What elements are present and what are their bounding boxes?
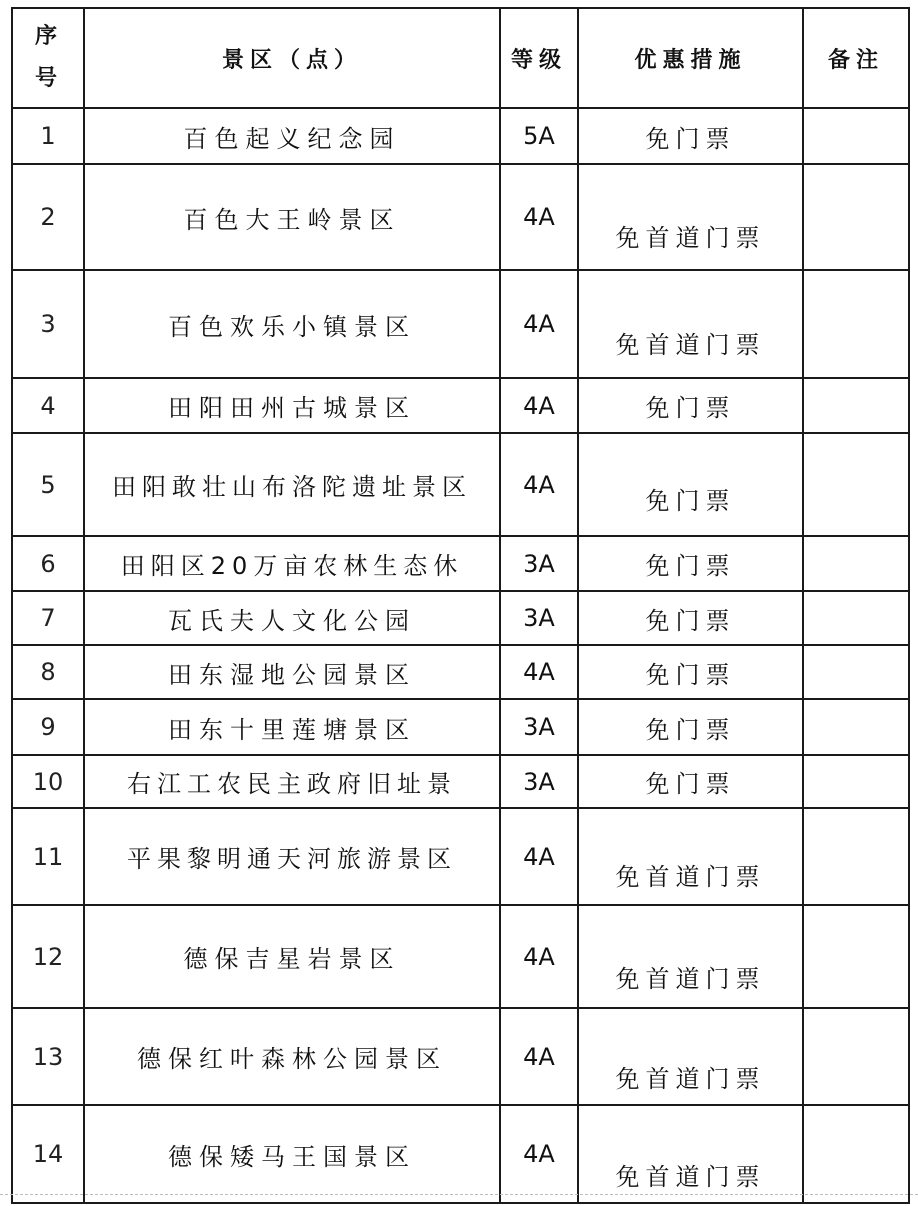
offer-measure: 免门票 xyxy=(578,108,803,164)
offer-measure: 免门票 xyxy=(578,755,803,808)
scenic-spot-name: 瓦氏夫人文化公园 xyxy=(84,591,500,645)
note-cell xyxy=(803,536,909,591)
row-number: 7 xyxy=(12,591,84,645)
scenic-spot-grade: 3A xyxy=(500,536,578,591)
row-number: 11 xyxy=(12,808,84,905)
note-cell xyxy=(803,108,909,164)
header-offer: 优惠措施 xyxy=(578,8,803,108)
offer-measure: 免首道门票 xyxy=(578,808,803,905)
row-number: 9 xyxy=(12,699,84,755)
scenic-spot-grade: 4A xyxy=(500,1008,578,1105)
scenic-spot-name: 田阳区20万亩农林生态休 xyxy=(84,536,500,591)
note-cell xyxy=(803,1105,909,1203)
table-row xyxy=(12,591,909,645)
scenic-spot-name: 德保矮马王国景区 xyxy=(84,1105,500,1203)
scenic-spot-name: 百色起义纪念园 xyxy=(84,108,500,164)
row-number: 14 xyxy=(12,1105,84,1203)
scenic-spot-grade: 3A xyxy=(500,591,578,645)
offer-measure: 免门票 xyxy=(578,378,803,433)
scenic-spot-grade: 4A xyxy=(500,164,578,270)
table-row xyxy=(12,645,909,699)
row-number: 3 xyxy=(12,270,84,378)
scenic-spot-grade: 4A xyxy=(500,433,578,536)
scenic-spot-grade: 4A xyxy=(500,270,578,378)
row-number: 4 xyxy=(12,378,84,433)
table-row xyxy=(12,1105,909,1203)
note-cell xyxy=(803,808,909,905)
scenic-spot-name: 田阳敢壮山布洛陀遗址景区 xyxy=(84,433,500,536)
note-cell xyxy=(803,378,909,433)
offer-measure: 免首道门票 xyxy=(578,164,803,270)
scenic-spot-name: 德保吉星岩景区 xyxy=(84,905,500,1008)
offer-measure: 免门票 xyxy=(578,536,803,591)
note-cell xyxy=(803,433,909,536)
scenic-spot-name: 田阳田州古城景区 xyxy=(84,378,500,433)
header-note: 备注 xyxy=(803,8,909,108)
note-cell xyxy=(803,1008,909,1105)
table-row xyxy=(12,905,909,1008)
table-row xyxy=(12,755,909,808)
offer-measure: 免首道门票 xyxy=(578,1008,803,1105)
scenic-spot-grade: 5A xyxy=(500,108,578,164)
scenic-spot-grade: 4A xyxy=(500,1105,578,1203)
scenic-spot-grade: 4A xyxy=(500,808,578,905)
note-cell xyxy=(803,591,909,645)
offer-measure: 免门票 xyxy=(578,433,803,536)
row-number: 6 xyxy=(12,536,84,591)
note-cell xyxy=(803,270,909,378)
offer-measure: 免门票 xyxy=(578,645,803,699)
row-number: 2 xyxy=(12,164,84,270)
table-row xyxy=(12,433,909,536)
table-row xyxy=(12,378,909,433)
table-row xyxy=(12,699,909,755)
table-row xyxy=(12,536,909,591)
row-number: 1 xyxy=(12,108,84,164)
offer-measure: 免首道门票 xyxy=(578,270,803,378)
row-number: 8 xyxy=(12,645,84,699)
header-scenic-spot: 景区（点） xyxy=(84,8,500,108)
offer-measure: 免首道门票 xyxy=(578,1105,803,1203)
header-serial-number xyxy=(12,8,84,108)
row-number: 5 xyxy=(12,433,84,536)
table-row xyxy=(12,270,909,378)
header-grade: 等级 xyxy=(500,8,578,108)
scenic-spot-grade: 4A xyxy=(500,905,578,1008)
scenic-spot-name: 平果黎明通天河旅游景区 xyxy=(84,808,500,905)
row-number: 13 xyxy=(12,1008,84,1105)
row-number: 10 xyxy=(12,755,84,808)
page-break-line xyxy=(0,1194,918,1195)
scenic-spot-grade: 4A xyxy=(500,378,578,433)
offer-measure: 免首道门票 xyxy=(578,905,803,1008)
note-cell xyxy=(803,755,909,808)
offer-measure: 免门票 xyxy=(578,699,803,755)
scenic-spots-table xyxy=(11,7,910,1204)
note-cell xyxy=(803,905,909,1008)
scenic-spot-name: 百色大王岭景区 xyxy=(84,164,500,270)
note-cell xyxy=(803,645,909,699)
table-row xyxy=(12,108,909,164)
table-row xyxy=(12,1008,909,1105)
scenic-spot-name: 田东十里莲塘景区 xyxy=(84,699,500,755)
header-row xyxy=(12,8,909,108)
scenic-spot-name: 右江工农民主政府旧址景 xyxy=(84,755,500,808)
table-row xyxy=(12,808,909,905)
header-serial-number-text: 序号 xyxy=(35,24,64,91)
note-cell xyxy=(803,164,909,270)
offer-measure: 免门票 xyxy=(578,591,803,645)
note-cell xyxy=(803,699,909,755)
scenic-spot-name: 百色欢乐小镇景区 xyxy=(84,270,500,378)
scenic-spot-grade: 3A xyxy=(500,699,578,755)
scenic-spot-grade: 4A xyxy=(500,645,578,699)
scenic-spot-grade: 3A xyxy=(500,755,578,808)
row-number: 12 xyxy=(12,905,84,1008)
table-row xyxy=(12,164,909,270)
scenic-spot-name: 德保红叶森林公园景区 xyxy=(84,1008,500,1105)
scenic-spot-name: 田东湿地公园景区 xyxy=(84,645,500,699)
